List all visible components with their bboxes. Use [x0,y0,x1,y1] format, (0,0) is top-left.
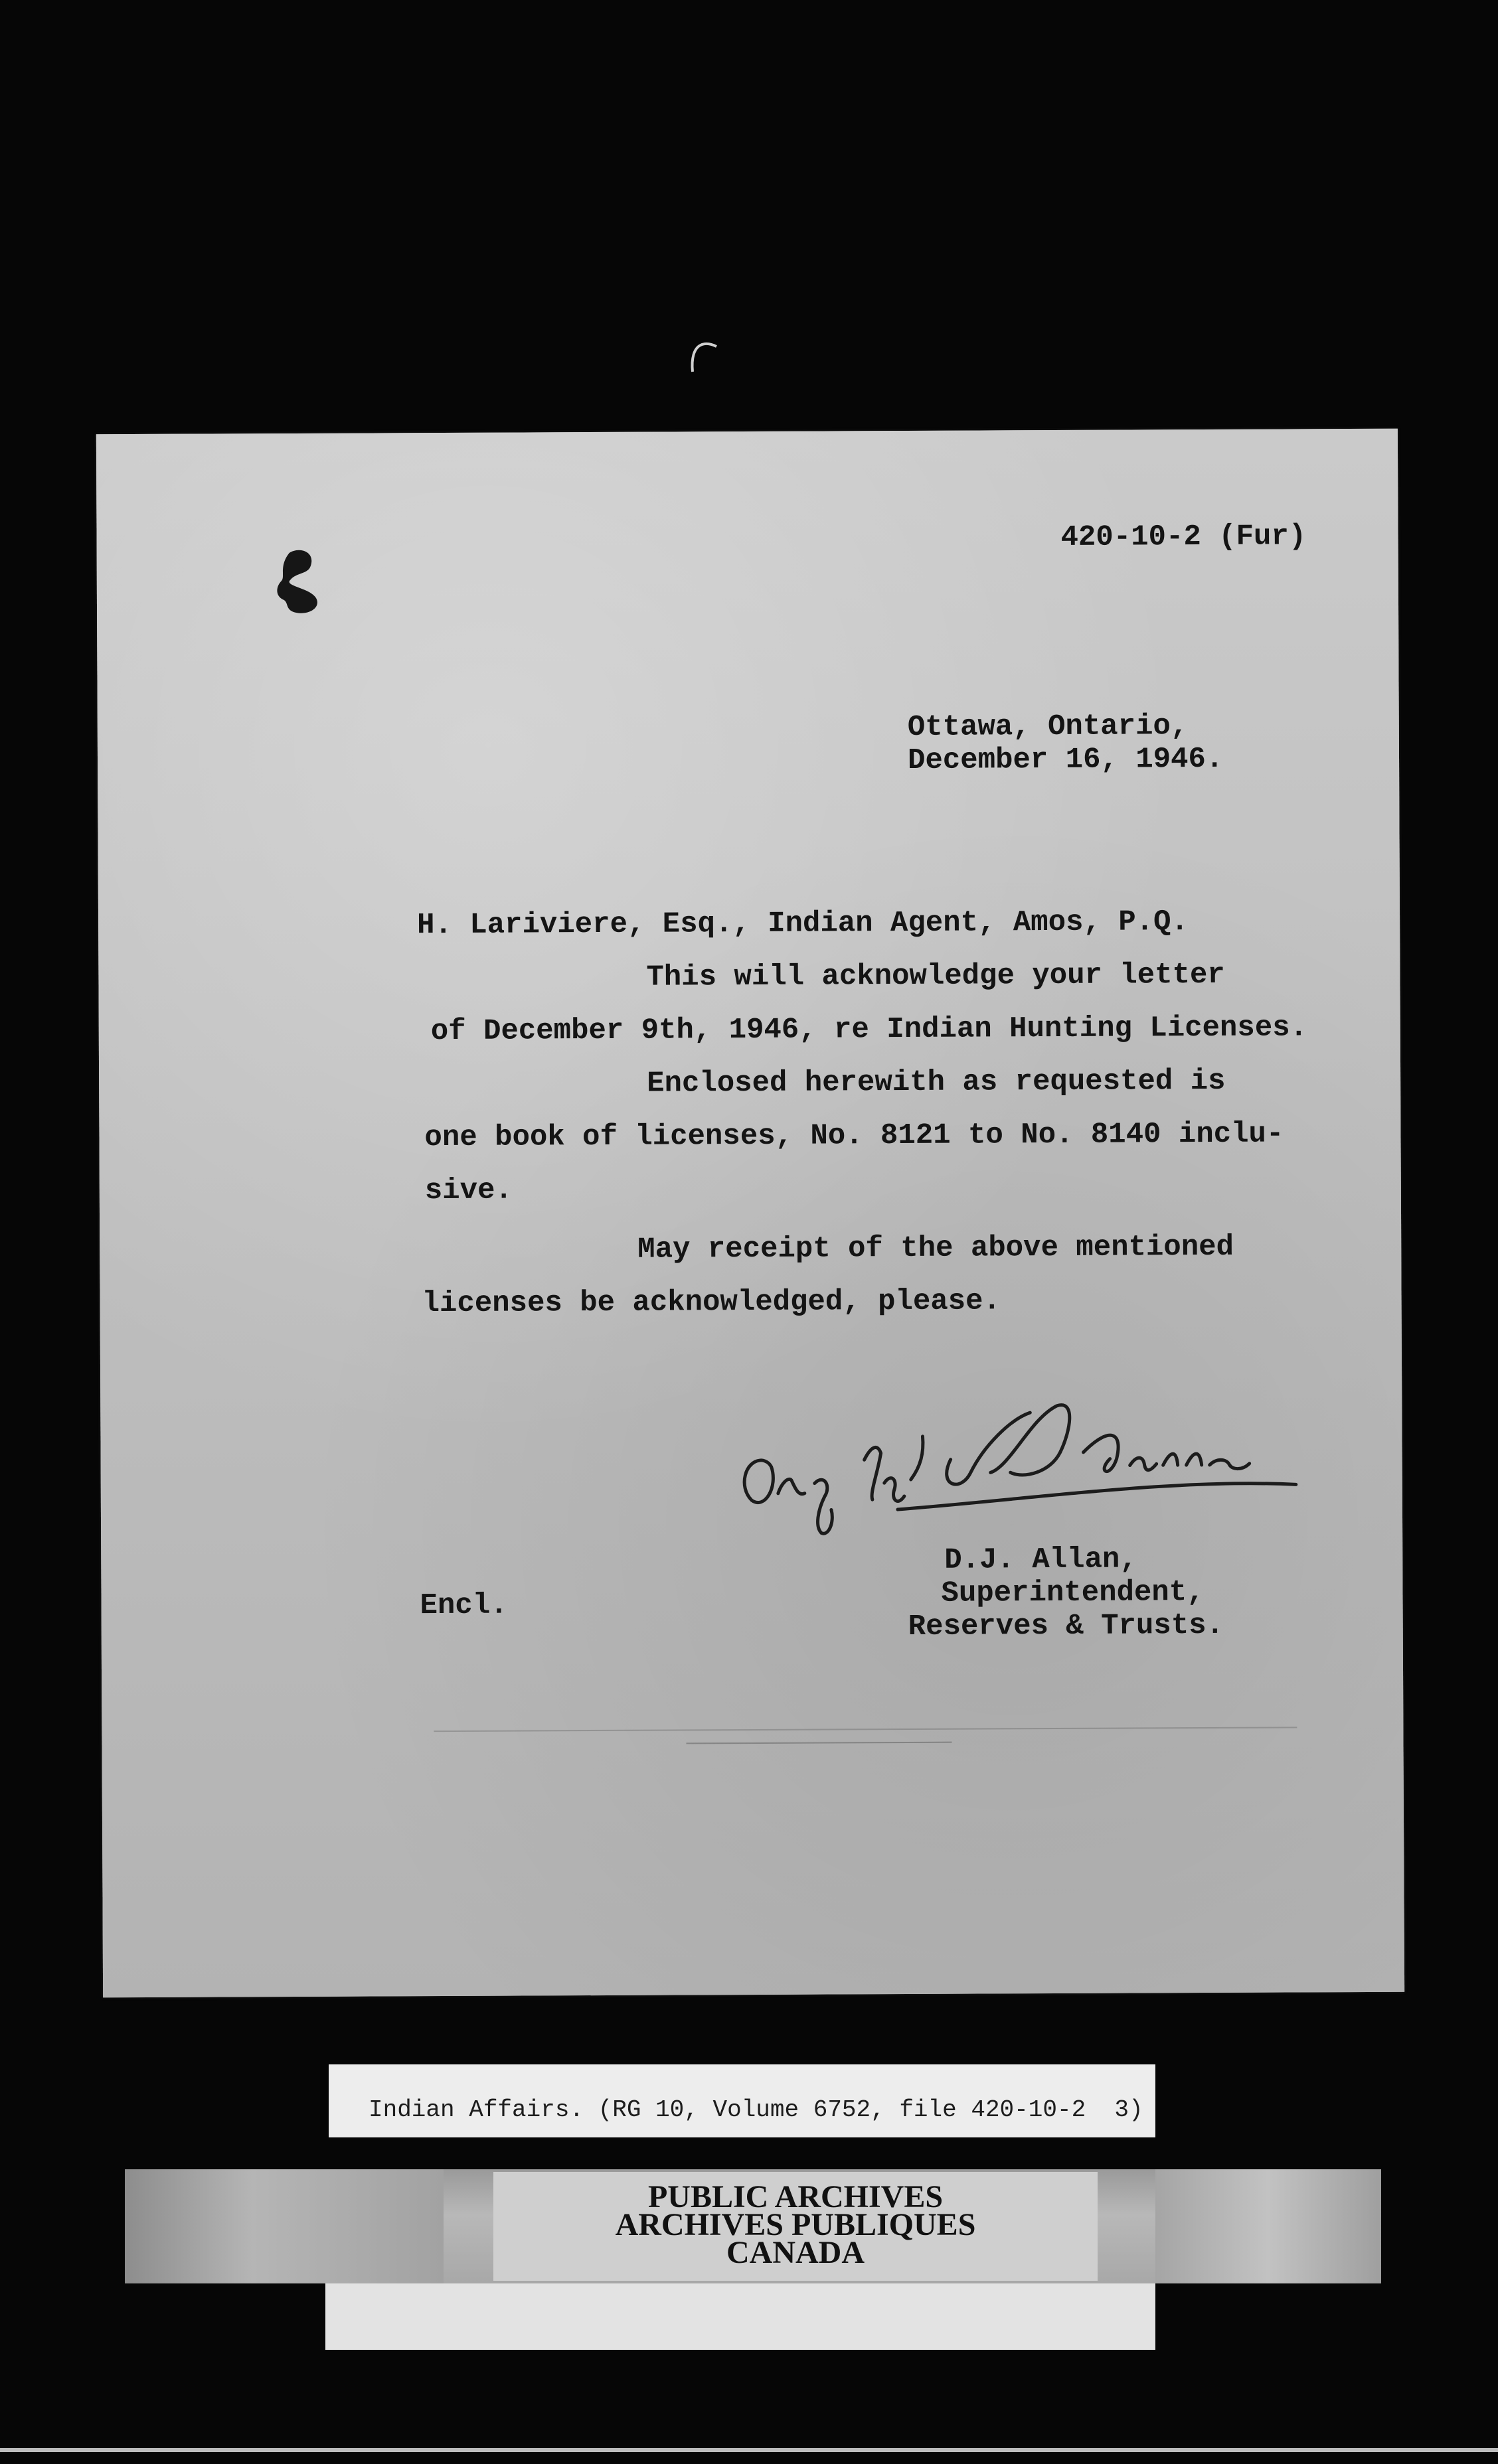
ink-blot-mark [270,546,329,619]
signer-department: Reserves & Trusts. [908,1608,1224,1644]
label-card-lower [325,2283,1155,2350]
strip-segment [1155,2169,1381,2283]
archive-stamp [493,2172,1098,2281]
divider [434,1727,1297,1732]
stamp-line: CANADA [726,2235,865,2270]
divider [686,1742,952,1744]
body-line: May receipt of the above mentioned [637,1230,1234,1267]
frame-edge [0,2448,1498,2452]
body-line: sive. [424,1174,513,1208]
stamp-line: PUBLIC ARCHIVES [647,2179,944,2214]
body-line: Enclosed herewith as requested is [647,1064,1226,1101]
letter-sheet [96,429,1404,1998]
addressee-line: H. Lariviere, Esq., Indian Agent, Amos, P.Q. [416,905,1189,943]
pencil-mark [687,339,720,378]
file-reference: 420-10-2 (Fur) [1060,520,1307,554]
signer-title: Superintendent, [941,1576,1205,1610]
letter-date: December 16, 1946. [907,742,1224,777]
archive-reference: Indian Affairs. (RG 10, Volume 6752, file 420-10-2 3) [369,2096,1143,2123]
body-line: licenses be acknowledged, please. [422,1284,1001,1321]
body-line: one book of licenses, No. 8121 to No. 8140 inclu- [424,1117,1284,1155]
letter-place: Ottawa, Ontario, [907,710,1189,744]
enclosure-note: Encl. [420,1588,508,1623]
archive-reference-card [329,2064,1155,2137]
strip-segment [125,2169,444,2283]
body-line: of December 9th, 1946, re Indian Hunting Licenses. [430,1011,1308,1049]
body-line: This will acknowledge your letter [646,958,1225,994]
handwritten-signature [698,1365,1363,1540]
signer-name: D.J. Allan, [944,1543,1137,1577]
stamp-line: ARCHIVES PUBLIQUES [615,2207,976,2242]
archive-stamp-strip [125,2169,1381,2283]
